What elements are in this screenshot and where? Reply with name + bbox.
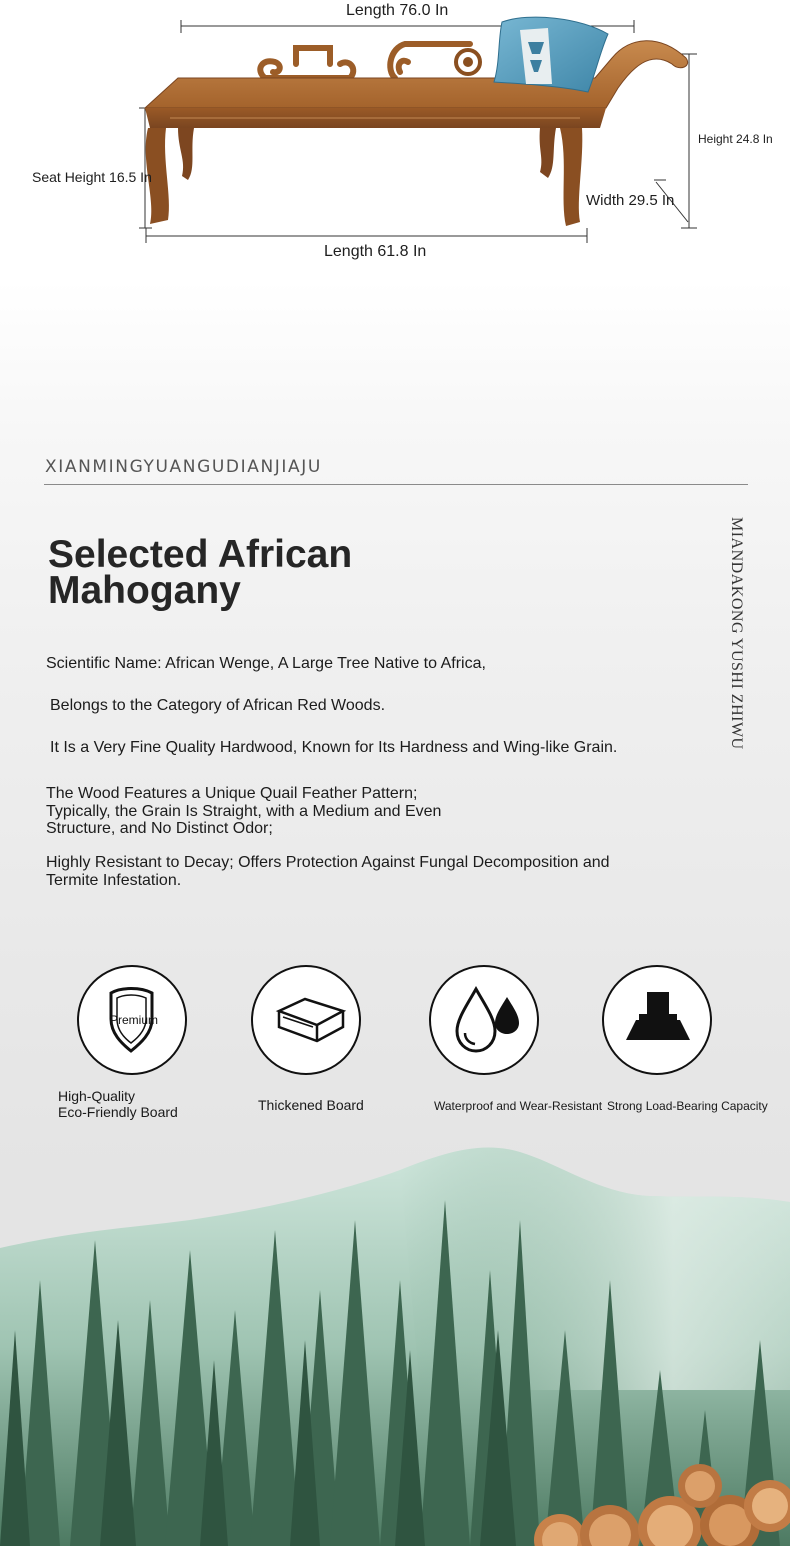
- paragraph-grain: The Wood Features a Unique Quail Feather Pattern; Typically, the Grain Is Straight, with a Medium and Even Structure, and No Distinct Odor;: [46, 785, 442, 837]
- seat-height-label: Seat Height 16.5 In: [32, 169, 152, 185]
- vertical-caption: MIANDAKONG YUSHI ZHIWU: [728, 517, 745, 750]
- load-weight-icon: [602, 965, 712, 1075]
- water-drops-icon: [429, 965, 539, 1075]
- thick-board-icon: [251, 965, 361, 1075]
- section-heading: [48, 533, 468, 612]
- paragraph-resistance: Highly Resistant to Decay; Offers Protection Against Fungal Decomposition and Termite Infestation.: [46, 854, 610, 889]
- paragraph-scientific-name: Scientific Name: African Wenge, A Large Tree Native to Africa,: [46, 655, 486, 672]
- premium-shield-icon: [77, 965, 187, 1075]
- feature-label-eco-board: [58, 1088, 178, 1120]
- heading-line-2: Mahogany: [48, 569, 241, 612]
- feature-label-waterproof: Waterproof and Wear-Resistant: [434, 1099, 603, 1113]
- divider: [44, 484, 748, 485]
- length-bottom-label: Length 61.8 In: [324, 243, 427, 260]
- paragraph-category: Belongs to the Category of African Red Woods.: [50, 697, 386, 714]
- heading-line-1: Selected African: [48, 533, 353, 576]
- length-top-label: Length 76.0 In: [346, 2, 449, 19]
- height-label: Height 24.8 In: [698, 132, 773, 146]
- feature-label-line-2: Eco-Friendly Board: [58, 1104, 178, 1120]
- chaise-lounge-illustration: [0, 0, 790, 280]
- width-label: Width 29.5 In: [586, 192, 675, 209]
- paragraph-quality: It Is a Very Fine Quality Hardwood, Known for Its Hardness and Wing-like Grain.: [50, 739, 618, 756]
- dimension-diagram: [0, 0, 790, 280]
- feature-label-load-bearing: Strong Load-Bearing Capacity: [607, 1099, 768, 1113]
- feature-label-line-1: High-Quality: [58, 1088, 136, 1104]
- premium-badge-text: Premium: [110, 1013, 159, 1027]
- forest-image: [0, 1130, 790, 1546]
- brand-text: XIANMINGYUANGUDIANJIAJU: [45, 457, 322, 477]
- feature-label-thickened-board: Thickened Board: [258, 1097, 364, 1113]
